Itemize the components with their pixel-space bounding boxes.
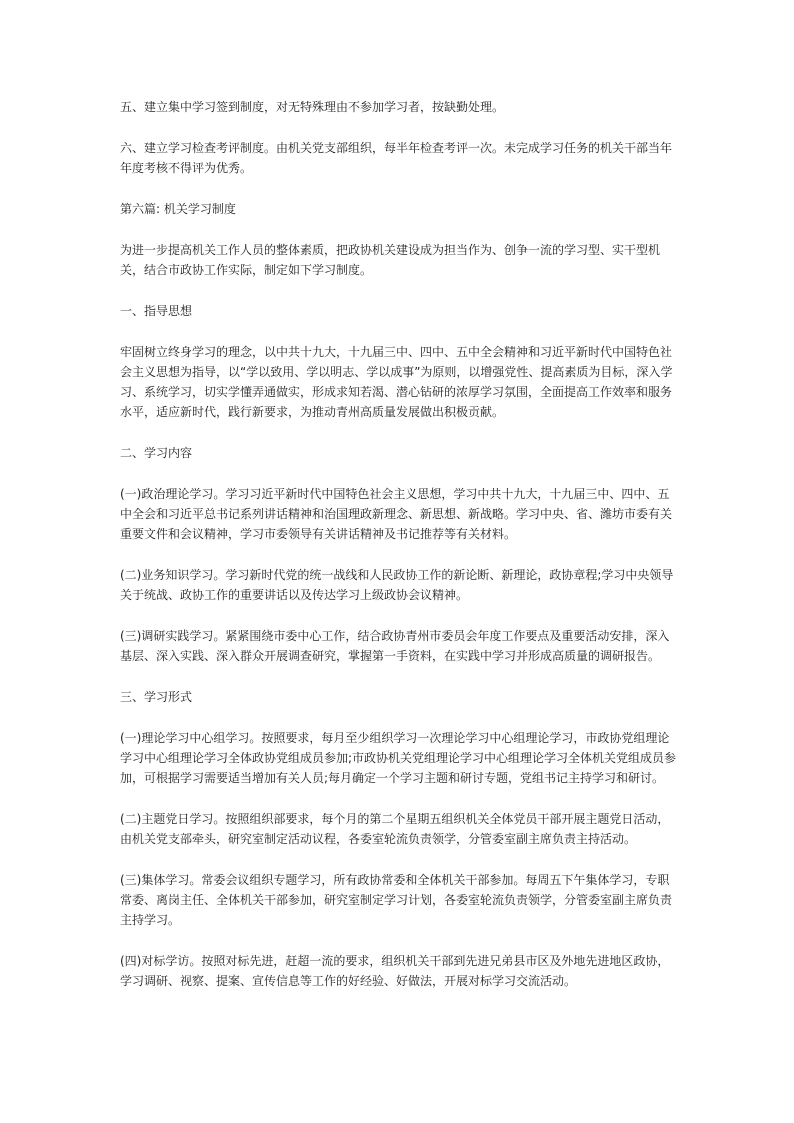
paragraph-central-group-study: (一)理论学习中心组学习。按照要求，每月至少组织学习一次理论学习中心组理论学习，市政协党组理论学习中心组理论学习全体政协党组成员参加;市政协机关党组理论学习中心组理论学习全体机关党组成员参加，可根据学习需要适当增加有关人员;每月确定一个学习主题和研讨专题，党组书记主持学习和研讨。	[120, 731, 677, 785]
heading-study-content: 二、学习内容	[120, 446, 193, 460]
heading-guiding-ideology: 一、指导思想	[120, 304, 193, 318]
paragraph-benchmark-visit: (四)对标学访。按照对标先进，赶超一流的要求，组织机关干部到先进兄弟县市区及外地先进地区政协，学习调研、视察、提案、宣传信息等工作的好经验、好做法，开展对标学习交流活动。	[120, 954, 670, 988]
paragraph-attendance-rule: 五、建立集中学习签到制度，对无特殊理由不参加学习者，按缺勤处理。	[120, 100, 505, 114]
paragraph-collective-study: (三)集体学习。常委会议组织专题学习，所有政协常委和全体机关干部参加。每周五下午集体学习，专职常委、离岗主任、全体机关干部参加，研究室制定学习计划，各委室轮流负责领学，分管委室副主席负责主持学习。	[120, 873, 673, 927]
paragraph-research-practice: (三)调研实践学习。紧紧围绕市委中心工作，结合政协青州市委员会年度工作要点及重要活动安排，深入基层、深入实践、深入群众开展调查研究，掌握第一手资料，在实践中学习并形成高质量的调研报告。	[120, 629, 670, 663]
heading-study-forms: 三、学习形式	[120, 690, 193, 704]
paragraph-business-knowledge: (二)业务知识学习。学习新时代党的统一战线和人民政协工作的新论断、新理论，政协章程;学习中央领导关于统战、政协工作的重要讲话以及传达学习上级政协会议精神。	[120, 568, 674, 602]
paragraph-guiding-ideology: 牢固树立终身学习的理念，以中共十九大，十九届三中、四中、五中全会精神和习近平新时代中国特色社会主义思想为指导，以“学以致用、学以明志、学以成事”为原则，以增强党性、提高素质为目标，深入学习、系统学习，切实学懂弄通做实，形成求知若渴、潜心钻研的浓厚学习氛围，全面提高工作效率和服务水平，适应新时代，践行新要求，为推动青州高质量发展做出积极贡献。	[120, 345, 673, 419]
paragraph-political-theory: (一)政治理论学习。学习习近平新时代中国特色社会主义思想，学习中共十九大，十九届三中、四中、五中全会和习近平总书记系列讲话精神和治国理政新理念、新思想、新战略。学习中央、省、潍坊市委有关重要文件和会议精神，学习市委领导有关讲话精神及书记推荐等有关材料。	[120, 487, 673, 541]
document-body	[120, 97, 680, 1012]
paragraph-party-day-study: (二)主题党日学习。按照组织部要求，每个月的第二个星期五组织机关全体党员干部开展主题党日活动，由机关党支部牵头，研究室制定活动议程，各委室轮流负责领学，分管委室副主席负责主持活动。	[120, 812, 670, 846]
section-title: 第六篇: 机关学习制度	[120, 202, 236, 216]
paragraph-intro: 为进一步提高机关工作人员的整体素质，把政协机关建设成为担当作为、创争一流的学习型、实干型机关，结合市政协工作实际，制定如下学习制度。	[120, 243, 661, 277]
paragraph-evaluation-rule: 六、建立学习检查考评制度。由机关党支部组织，每半年检查考评一次。未完成学习任务的机关干部当年年度考核不得评为优秀。	[120, 141, 673, 175]
